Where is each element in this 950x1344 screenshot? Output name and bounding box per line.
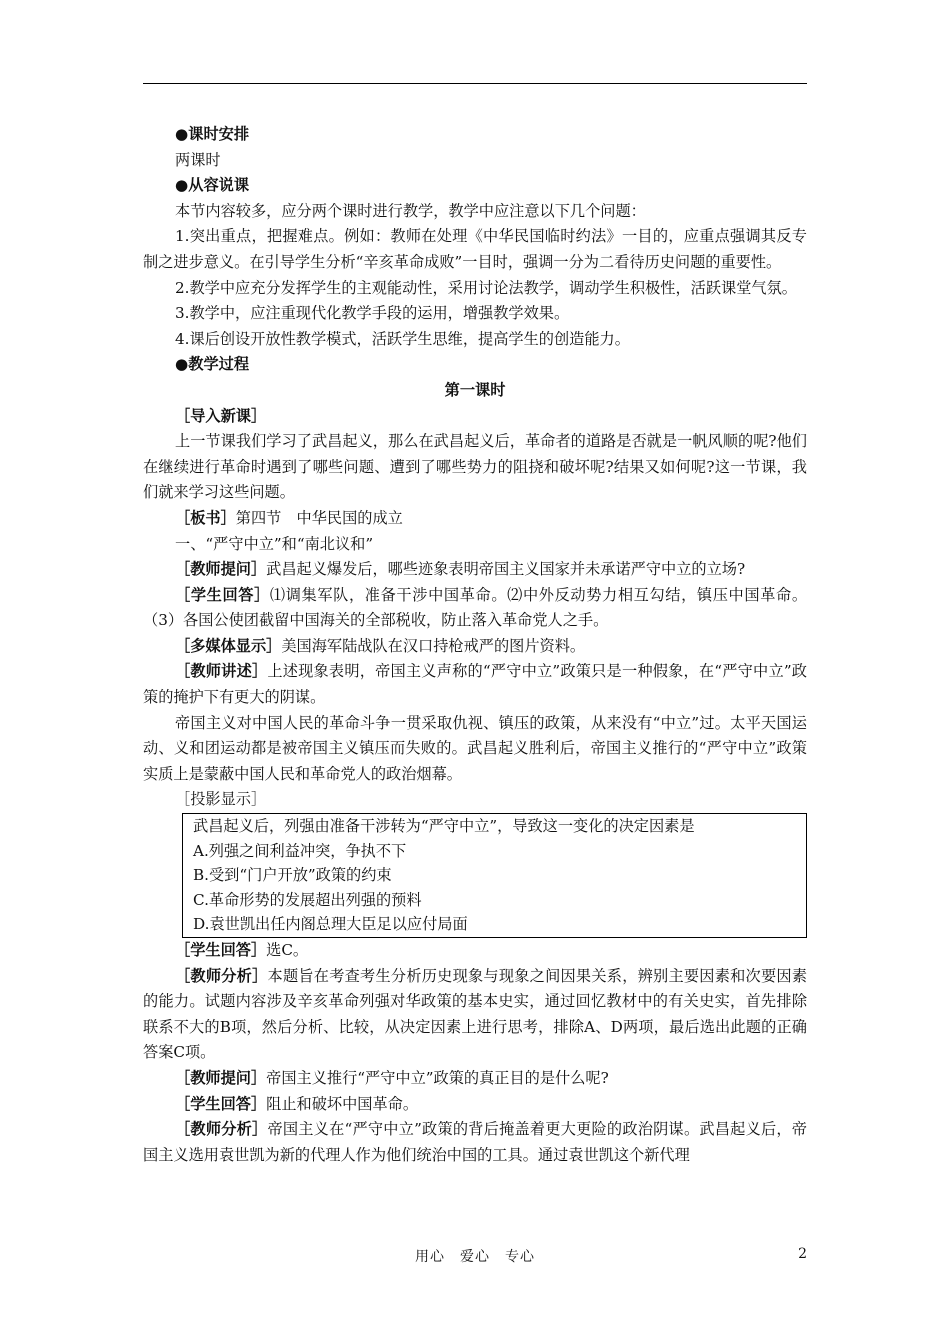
teacher-analysis-1	[143, 964, 807, 1066]
analysis-text: 帝国主义在“严守中立”政策的背后掩盖着更大更险的政治阴谋。武昌起义后，帝国主义选用袁世凯为新的代理人作为他们统治中国的工具。通过袁世凯这个新代理	[143, 1120, 807, 1164]
projection-label: ［投影显示］	[175, 790, 267, 809]
student-answer-text: ⑴调集军队，准备干涉中国革命。⑵中外反动势力相互勾结，镇压中国革命。（3）各国公使团截留中国海关的全部税收，防止落入革命党人之手。	[143, 585, 808, 630]
media-paragraph	[143, 634, 807, 660]
projection-box	[182, 813, 807, 938]
student-answer-1	[143, 583, 807, 634]
analysis-text: 本题旨在考查考生分析历史现象与现象之间因果关系，辨别主要因素和次要因素的能力。试题内容涉及辛亥革命列强对华政策的基本史实，通过回忆教材中的有关史实，首先排除联系不大的B项，然后分析、比较，从决定因素上进行思考，排除A、D两项，最后选出此题的正确答案C项。	[143, 966, 808, 1062]
media-text: 美国海军陆战队在汉口持枪戒严的图片资料。	[281, 636, 586, 655]
point-1: 1.突出重点，把握难点。例如：教师在处理《中华民国临时约法》一目的，应重点强调其反专制之进步意义。在引导学生分析“辛亥革命成败”一目时，强调一分为二看待历史问题的重要性。	[143, 227, 807, 271]
teacher-question-text: 武昌起义爆发后，哪些迹象表明帝国主义国家并未承诺严守中立的立场?	[266, 560, 746, 579]
student-answer-text: 阻止和破坏中国革命。	[266, 1094, 418, 1113]
answer-tag: ［学生回答］	[175, 941, 267, 959]
point-4: 4.课后创设开放性教学模式，活跃学生思维，提高学生的创造能力。	[175, 329, 630, 348]
student-answer-3	[143, 1092, 807, 1118]
lead-paragraph: 上一节课我们学习了武昌起义，那么在武昌起义后，革命者的道路是否就是一帆风顺的呢?他们在继续进行革命时遇到了哪些问题、遭到了哪些势力的阻挠和破坏呢?结果又如何呢?这一节课，我们就来学习这些问题。	[143, 432, 807, 502]
lead-tag: ［导入新课］	[175, 406, 267, 425]
student-answer-tag: ［学生回答］	[175, 1094, 267, 1113]
media-tag: ［多媒体显示］	[175, 636, 282, 655]
section-heading-schedule: ●课时安排	[175, 125, 250, 143]
lecture-paragraph-2: 帝国主义对中国人民的革命斗争一贯采取仇视、镇压的政策，从来没有“中立”过。太平天国运动、义和团运动都是被帝国主义镇压而失败的。武昌起义胜利后，帝国主义推行的“严守中立”政策实质上是蒙蔽中国人民和革命党人的政治烟幕。	[143, 713, 807, 783]
board-text: 第四节 中华民国的成立	[235, 508, 403, 527]
teacher-question-2	[143, 1066, 807, 1092]
teacher-question-1	[143, 557, 807, 583]
option-b: B.受到“门户开放”政策的约束	[193, 866, 392, 885]
lesson-title: 第一课时	[444, 380, 506, 399]
projection-box-wrap	[143, 813, 807, 938]
teacher-question-text: 帝国主义推行“严守中立”政策的真正目的是什么呢?	[266, 1068, 609, 1087]
header-rule	[143, 83, 807, 84]
lead-tag-line	[143, 404, 807, 430]
teacher-analysis-2	[143, 1117, 807, 1168]
teacher-question-tag: ［教师提问］	[175, 1068, 267, 1087]
student-answer-2	[143, 938, 807, 964]
footer-motto: 用心 爱心 专心	[415, 1249, 535, 1265]
teacher-question-tag: ［教师提问］	[175, 560, 267, 579]
teacher-lecture	[143, 659, 807, 710]
section-heading-lesson-notes: ●从容说课	[175, 176, 250, 195]
analysis-tag: ［教师分析］	[175, 966, 268, 985]
option-d: D.袁世凯出任内阁总理大臣足以应付局面	[193, 915, 468, 934]
answer-text: 选C。	[266, 941, 309, 959]
subheading: 一、“严守中立”和“南北议和”	[175, 534, 374, 553]
point-2: 2.教学中应充分发挥学生的主观能动性，采用讨论法教学，调动学生积极性，活跃课堂气氛。	[175, 278, 797, 297]
point-3: 3.教学中，应注重现代化教学手段的运用，增强教学效果。	[175, 304, 570, 323]
lecture-text: 上述现象表明，帝国主义声称的“严守中立”政策只是一种假象，在“严守中立”政策的掩护下有更大的阴谋。	[143, 662, 807, 707]
option-c: C.革命形势的发展超出列强的预料	[193, 890, 422, 909]
page-number: 2	[798, 1246, 807, 1262]
page-footer	[143, 1246, 807, 1266]
board-paragraph	[143, 506, 807, 532]
option-a: A.列强之间利益冲突，争执不下	[193, 841, 407, 860]
student-answer-tag: ［学生回答］	[175, 585, 270, 604]
document-body	[143, 122, 807, 1168]
section-heading-process: ●教学过程	[175, 355, 250, 374]
projection-question: 武昌起义后，列强由准备干涉转为“严守中立”，导致这一变化的决定因素是	[193, 817, 695, 836]
schedule-text: 两课时	[175, 150, 221, 169]
board-tag: ［板书］	[175, 508, 236, 527]
intro-paragraph: 本节内容较多，应分两个课时进行教学，教学中应注意以下几个问题：	[175, 201, 646, 220]
lecture-tag: ［教师讲述］	[175, 662, 268, 681]
analysis-tag: ［教师分析］	[175, 1120, 268, 1139]
